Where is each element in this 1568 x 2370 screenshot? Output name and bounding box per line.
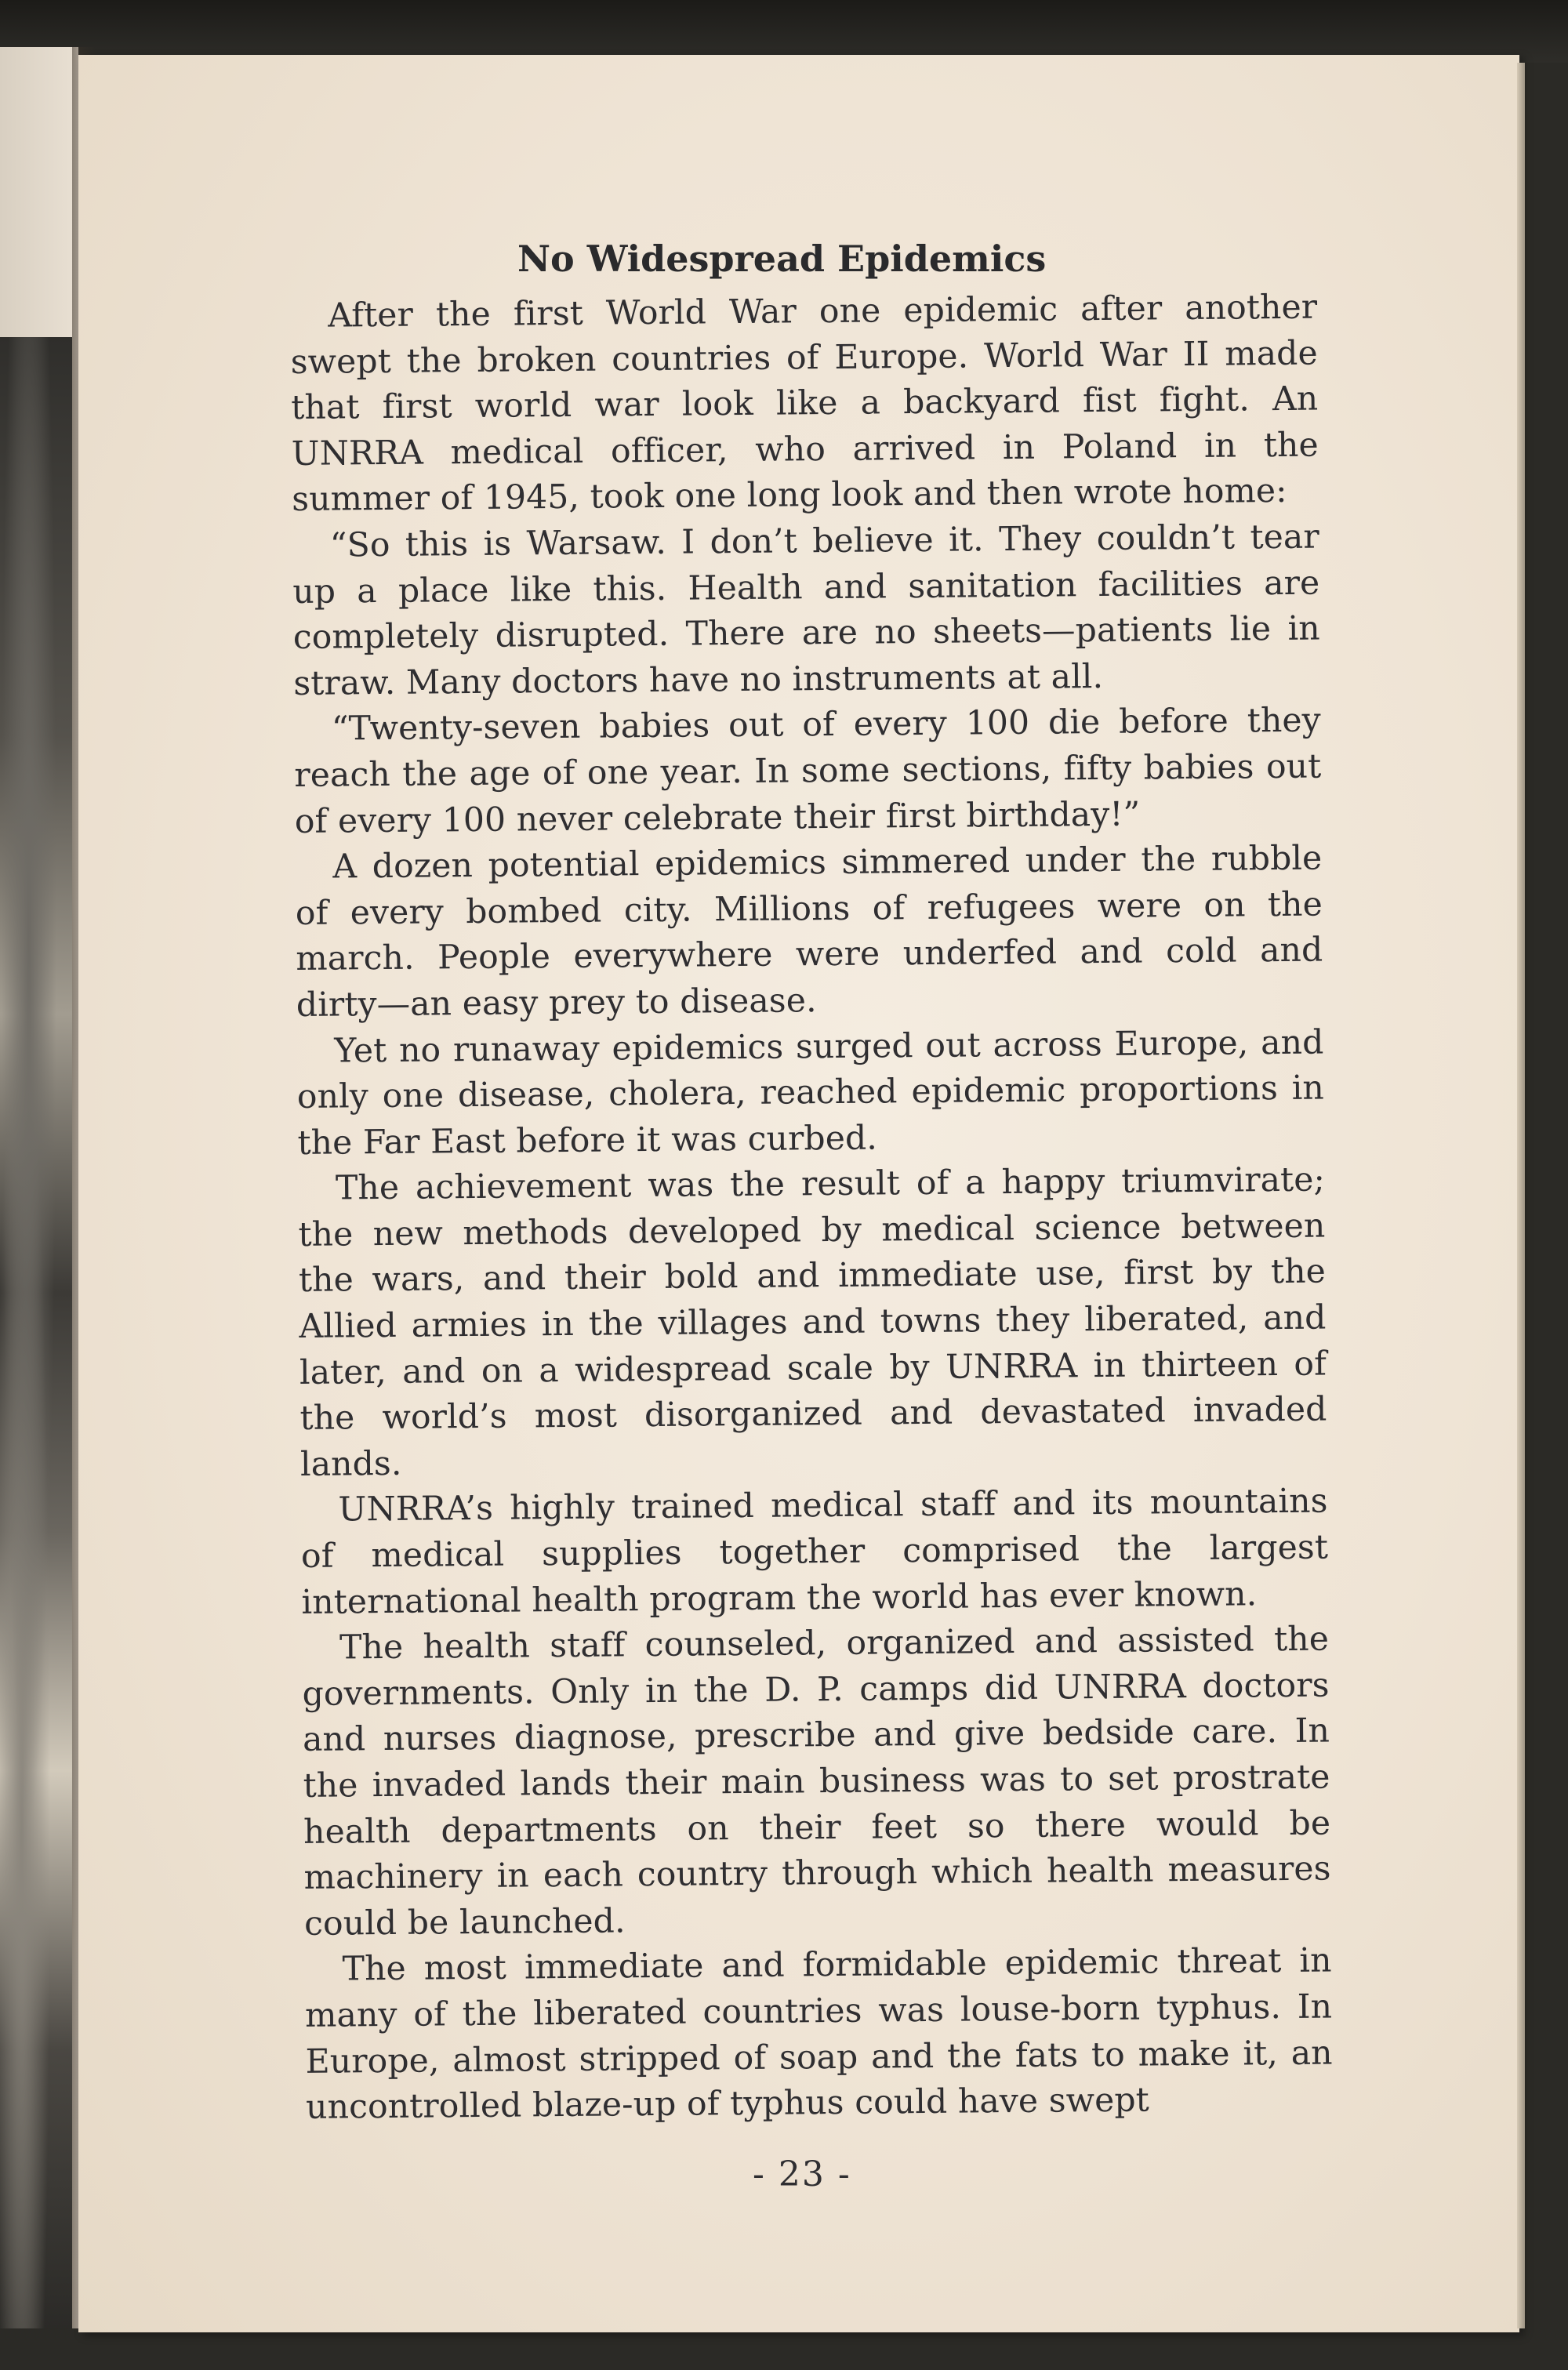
scan-background bbox=[0, 0, 1568, 63]
paragraph: The achievement was the result of a happy triumvirate; the new methods developed by medical science between the wars, and their bold and immediate use, first by the Allied armies in the villages and towns they liberated, and later, and on a widespread scale by UNRRA in thirteen of the world’s most disorganized and devastated invaded lands. bbox=[298, 1160, 1327, 1484]
paragraph: A dozen potential epidemics simmered under the rubble of every bombed city. Millions of refugees were on the march. People everywhere were underfed and cold and dirty—an easy prey to disease. bbox=[295, 839, 1323, 1025]
page-title: No Widespread Epidemics bbox=[517, 237, 1047, 280]
paragraph: “Twenty-seven babies out of every 100 die before they reach the age of one year. In some sections, fifty babies out of every 100 never celebrate their first birthday!” bbox=[294, 701, 1322, 841]
article-body bbox=[290, 285, 1333, 2132]
paragraph: After the first World War one epidemic after another swept the broken countries of Europe. World War II made that first world war look like a backyard fist fight. An UNRRA medical officer, who arrived in Poland in the summer of 1945, took one long look and then wrote home: bbox=[290, 288, 1319, 520]
paragraph: “So this is Warsaw. I don’t believe it. They couldn’t tear up a place like this. Health and sanitation facilities are completely disrupted. There are no sheets—patients lie in straw. Many doctors have no instruments at all. bbox=[292, 517, 1320, 703]
facing-page-photograph bbox=[0, 337, 72, 2328]
page-edge bbox=[1517, 63, 1525, 2328]
paragraph: Yet no runaway epidemics surged out across Europe, and only one disease, cholera, reached epidemic proportions in the Far East before it was curbed. bbox=[296, 1023, 1325, 1163]
paragraph: The most immediate and formidable epidemic threat in many of the liberated countries was louse-born typhus. In Europe, almost stripped of soap and the fats to make it, an uncontrolled blaze-up of typhus could have swept bbox=[304, 1941, 1333, 2128]
paragraph: The health staff counseled, organized and assisted the governments. Only in the D. P. camps did UNRRA doctors and nurses diagnose, prescribe and give bedside care. In the invaded lands their main business was to set prostrate health departments on their feet so there would be machinery in each country through which health measures could be launched. bbox=[302, 1620, 1331, 1944]
page-number: - 23 - bbox=[753, 2154, 851, 2194]
paragraph: UNRRA’s highly trained medical staff and its mountains of medical supplies together comprised the largest international health program the world has ever known. bbox=[300, 1482, 1329, 1622]
facing-page-edge bbox=[0, 47, 78, 2328]
